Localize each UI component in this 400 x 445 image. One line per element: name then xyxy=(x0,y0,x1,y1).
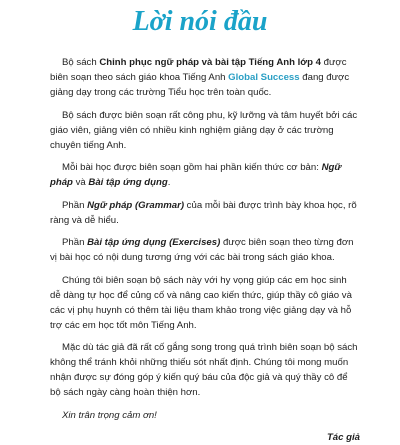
text-run: đang được giảng dạy trong các trường Tiểu học trên toàn quốc. xyxy=(50,72,350,98)
text-run: Chúng tôi biên soạn bộ sách này với hy vọng giúp các em học sinh dễ dàng tự học để củng cố và nâng cao kiến thức, giúp thầy cô giáo và các vị phụ huynh có thêm tài liệu tham khảo trong việc giảng dạy và hỗ trợ các em học tốt môn Tiếng Anh. xyxy=(50,274,352,331)
page-title: Lời nói đầu xyxy=(132,6,268,37)
text-run: Mặc dù tác giả đã rất cố gắng song trong quá trình biên soạn bộ sách không thể tránh khỏi những thiếu sót nhất định. Chúng tôi mong muốn nhận được sự đóng góp ý kiến quý báu của độc giả và quý thầy cô để bộ sách ngày càng hoàn thiện hơn. xyxy=(50,342,358,398)
text-run: Mỗi bài học được biên soạn gồm hai phần kiến thức cơ bản: xyxy=(62,162,322,173)
text-run: Global Success xyxy=(228,72,300,83)
text-run: Bộ sách được biên soạn rất công phu, kỹ lưỡng và tâm huyết bởi các giáo viên, giảng viên có nhiều kinh nghiệm giảng dạy ở các trường chuyên tiếng Anh. xyxy=(50,109,358,151)
text-run: và xyxy=(72,177,89,188)
text-run: Bộ sách xyxy=(62,57,100,68)
paragraph xyxy=(50,340,360,400)
text-run: . xyxy=(167,177,171,188)
paragraph xyxy=(50,108,360,153)
text-run: Ngữ pháp xyxy=(50,162,342,188)
paragraph xyxy=(50,273,360,333)
paragraph xyxy=(50,160,360,190)
closing-thanks: Xin trân trọng cảm ơn! xyxy=(62,409,157,421)
text-run: Phần xyxy=(62,199,88,211)
text-run: Ngữ pháp (Grammar) xyxy=(87,199,185,211)
text-run: được biên soạn theo từng đơn vị bài học có nội dung tương ứng với các bài trong sách giáo khoa. xyxy=(50,237,354,263)
text-run: Phần xyxy=(62,237,88,248)
text-run: Bài tập ứng dụng xyxy=(88,177,168,188)
text-run: của mỗi bài được trình bày khoa học, rõ ràng và dễ hiểu. xyxy=(50,199,357,226)
preface-body xyxy=(50,55,360,445)
text-run: Chinh phục ngữ pháp và bài tập Tiếng Anh lớp 4 xyxy=(99,57,321,68)
paragraph xyxy=(50,198,360,228)
paragraph xyxy=(50,235,360,265)
text-run: Bài tập ứng dụng (Exercises) xyxy=(87,237,221,248)
paragraph xyxy=(50,55,360,100)
text-run: được biên soạn theo sách giáo khoa Tiếng Anh xyxy=(50,57,347,83)
author-signature: Tác giả xyxy=(326,432,360,443)
